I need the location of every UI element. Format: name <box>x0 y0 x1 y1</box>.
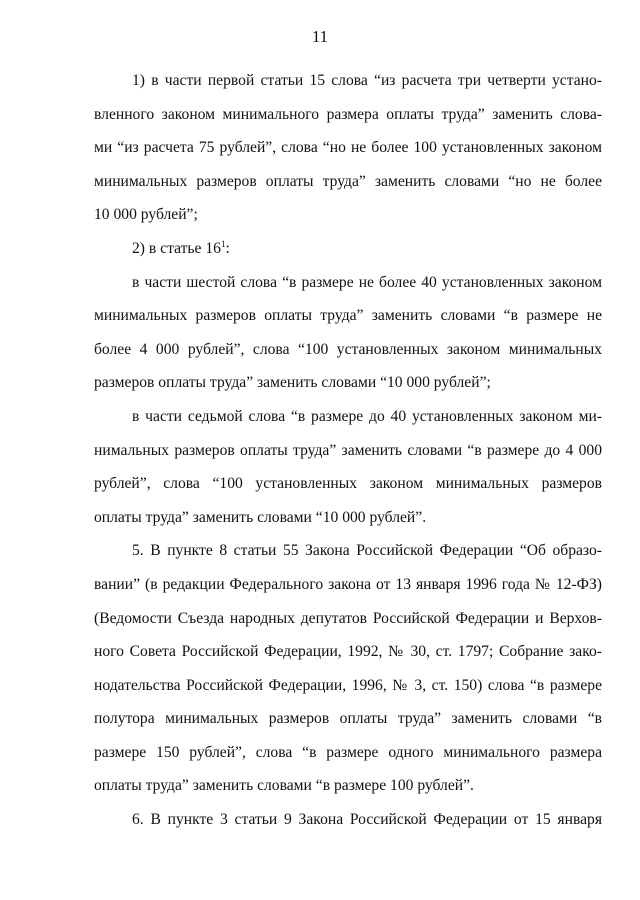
text-line: нодательства Российской Федерации, 1996, № 3, ст. 150) слова “в размере <box>94 676 602 694</box>
text-line: в части шестой слова “в размере не более 40 установленных законом <box>132 273 602 291</box>
text-line: оплаты труда” заменить словами “в размере 100 рублей”. <box>94 777 474 795</box>
text-line: размере 150 рублей”, слова “в размере одного минимального размера <box>94 743 602 761</box>
text-line: в части седьмой слова “в размере до 40 установленных законом ми- <box>132 407 602 425</box>
text-line: 1) в части первой статьи 15 слова “из расчета три четверти устано- <box>132 72 602 89</box>
text-line-main: 2) в статье 16 <box>132 239 221 257</box>
document-body <box>94 64 602 837</box>
text-line: минимальных размеров оплаты труда” заменить словами “но не более <box>94 172 602 190</box>
text-line: вании” (в редакции Федерального закона от 13 января 1996 года № 12-ФЗ) <box>94 575 602 593</box>
superscript: 1 <box>220 238 226 249</box>
text-line: более 4 000 рублей”, слова “100 установленных законом минимальных <box>94 340 602 358</box>
text-line: минимальных размеров оплаты труда” заменить словами “в размере не <box>94 307 602 325</box>
text-line: размеров оплаты труда” заменить словами “10 000 рублей”; <box>94 374 491 392</box>
text-line: 5. В пункте 8 статьи 55 Закона Российской Федерации “Об образо- <box>132 542 602 560</box>
text-line: (Ведомости Съезда народных депутатов Российской Федерации и Верхов- <box>94 609 602 627</box>
text-line: ного Совета Российской Федерации, 1992, № 30, ст. 1797; Собрание зако- <box>94 643 602 661</box>
text-line: оплаты труда” заменить словами “10 000 рублей”. <box>94 508 427 526</box>
text-line: ми “из расчета 75 рублей”, слова “но не более 100 установленных законом <box>94 139 602 157</box>
text-line: рублей”, слова “100 установленных законом минимальных размеров <box>94 475 602 493</box>
text-line: 10 000 рублей”; <box>94 206 198 224</box>
text-line <box>94 232 602 266</box>
text-line: полутора минимальных размеров оплаты труда” заменить словами “в <box>94 710 602 728</box>
text-line-tail: : <box>225 239 230 257</box>
text-line: нимальных размеров оплаты труда” заменить словами “в размере до 4 000 <box>94 441 602 459</box>
text-line: 6. В пункте 3 статьи 9 Закона Российской Федерации от 15 января <box>132 811 602 829</box>
text-line: вленного законом минимального размера оплаты труда” заменить слова- <box>94 105 602 123</box>
page-number: 11 <box>311 27 329 46</box>
